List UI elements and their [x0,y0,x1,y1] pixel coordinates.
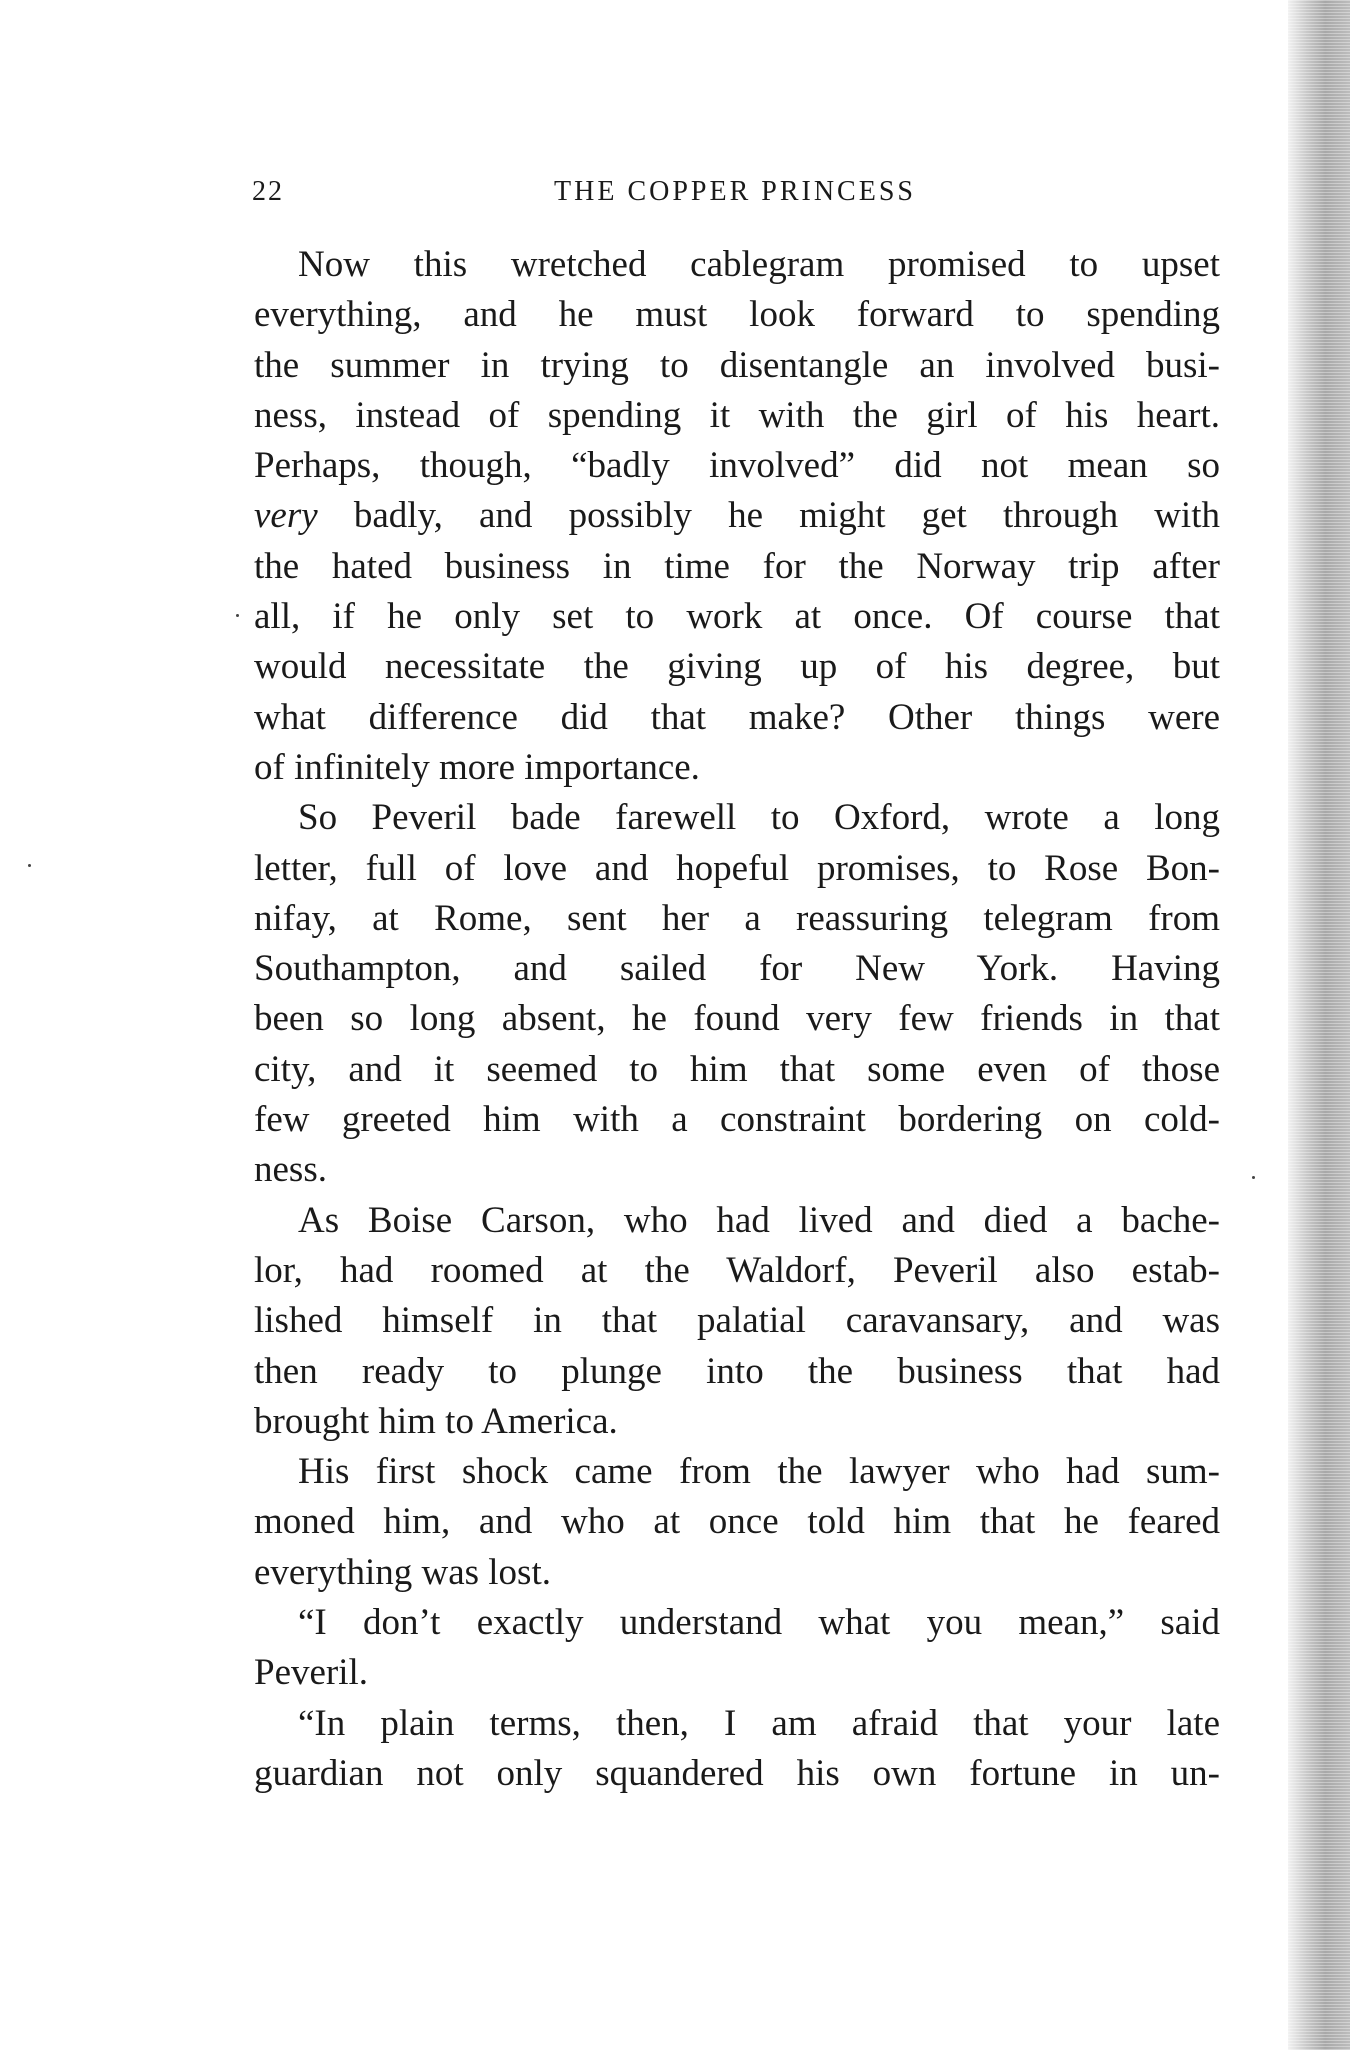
text-line: the summer in trying to disentangle an involved busi- [254,344,1220,386]
scan-speck [1252,1176,1255,1179]
text-line: ness. [254,1149,327,1191]
text-line: So Peveril bade farewell to Oxford, wrote a long [298,797,1220,839]
text-line: brought him to America. [254,1400,618,1442]
running-header [252,176,1218,216]
text-line: “In plain terms, then, I am afraid that your late [298,1702,1220,1744]
text-line: very badly, and possibly he might get through with [254,495,1220,537]
text-line: As Boise Carson, who had lived and died a bache- [298,1199,1220,1241]
text-line: guardian not only squandered his own fortune in un- [254,1752,1220,1794]
text-line: Now this wretched cablegram promised to upset [298,244,1220,285]
text-line: everything was lost. [254,1551,551,1593]
scan-speck [236,614,239,617]
text-line: lished himself in that palatial caravansary, and was [254,1300,1220,1342]
scan-speck [28,864,31,867]
text-line: few greeted him with a constraint bordering on cold- [254,1099,1220,1141]
page-edge-shadow [1288,0,1350,2050]
text-line: the hated business in time for the Norway trip after [254,545,1220,587]
text-line: Perhaps, though, “badly involved” did not mean so [254,445,1220,487]
text-line: would necessitate the giving up of his degree, but [254,646,1220,688]
text-line: Peveril. [254,1652,369,1694]
text-line: everything, and he must look forward to spending [254,294,1220,336]
text-line: ness, instead of spending it with the girl of his heart. [254,394,1220,436]
text-line: all, if he only set to work at once. Of course that [254,596,1220,638]
text-line: “I don’t exactly understand what you mean,” said [298,1602,1220,1644]
text-line: been so long absent, he found very few friends in that [254,998,1220,1040]
text-line: of infinitely more importance. [254,746,700,788]
text-line: lor, had roomed at the Waldorf, Peveril also estab- [254,1249,1220,1291]
text-line: nifay, at Rome, sent her a reassuring telegram from [254,897,1220,939]
text-line: letter, full of love and hopeful promises, to Rose Bon- [254,847,1220,889]
text-line: Southampton, and sailed for New York. Having [254,948,1220,990]
body-text [254,240,1220,1799]
text-line: then ready to plunge into the business that had [254,1350,1220,1392]
text-line: moned him, and who at once told him that he feared [254,1501,1220,1543]
page-number: 22 [252,176,284,207]
text-line: His first shock came from the lawyer who had sum- [298,1451,1220,1493]
text-line: city, and it seemed to him that some even of those [254,1048,1220,1090]
running-title: THE COPPER PRINCESS [554,176,916,207]
text-line: what difference did that make? Other things were [254,696,1220,738]
